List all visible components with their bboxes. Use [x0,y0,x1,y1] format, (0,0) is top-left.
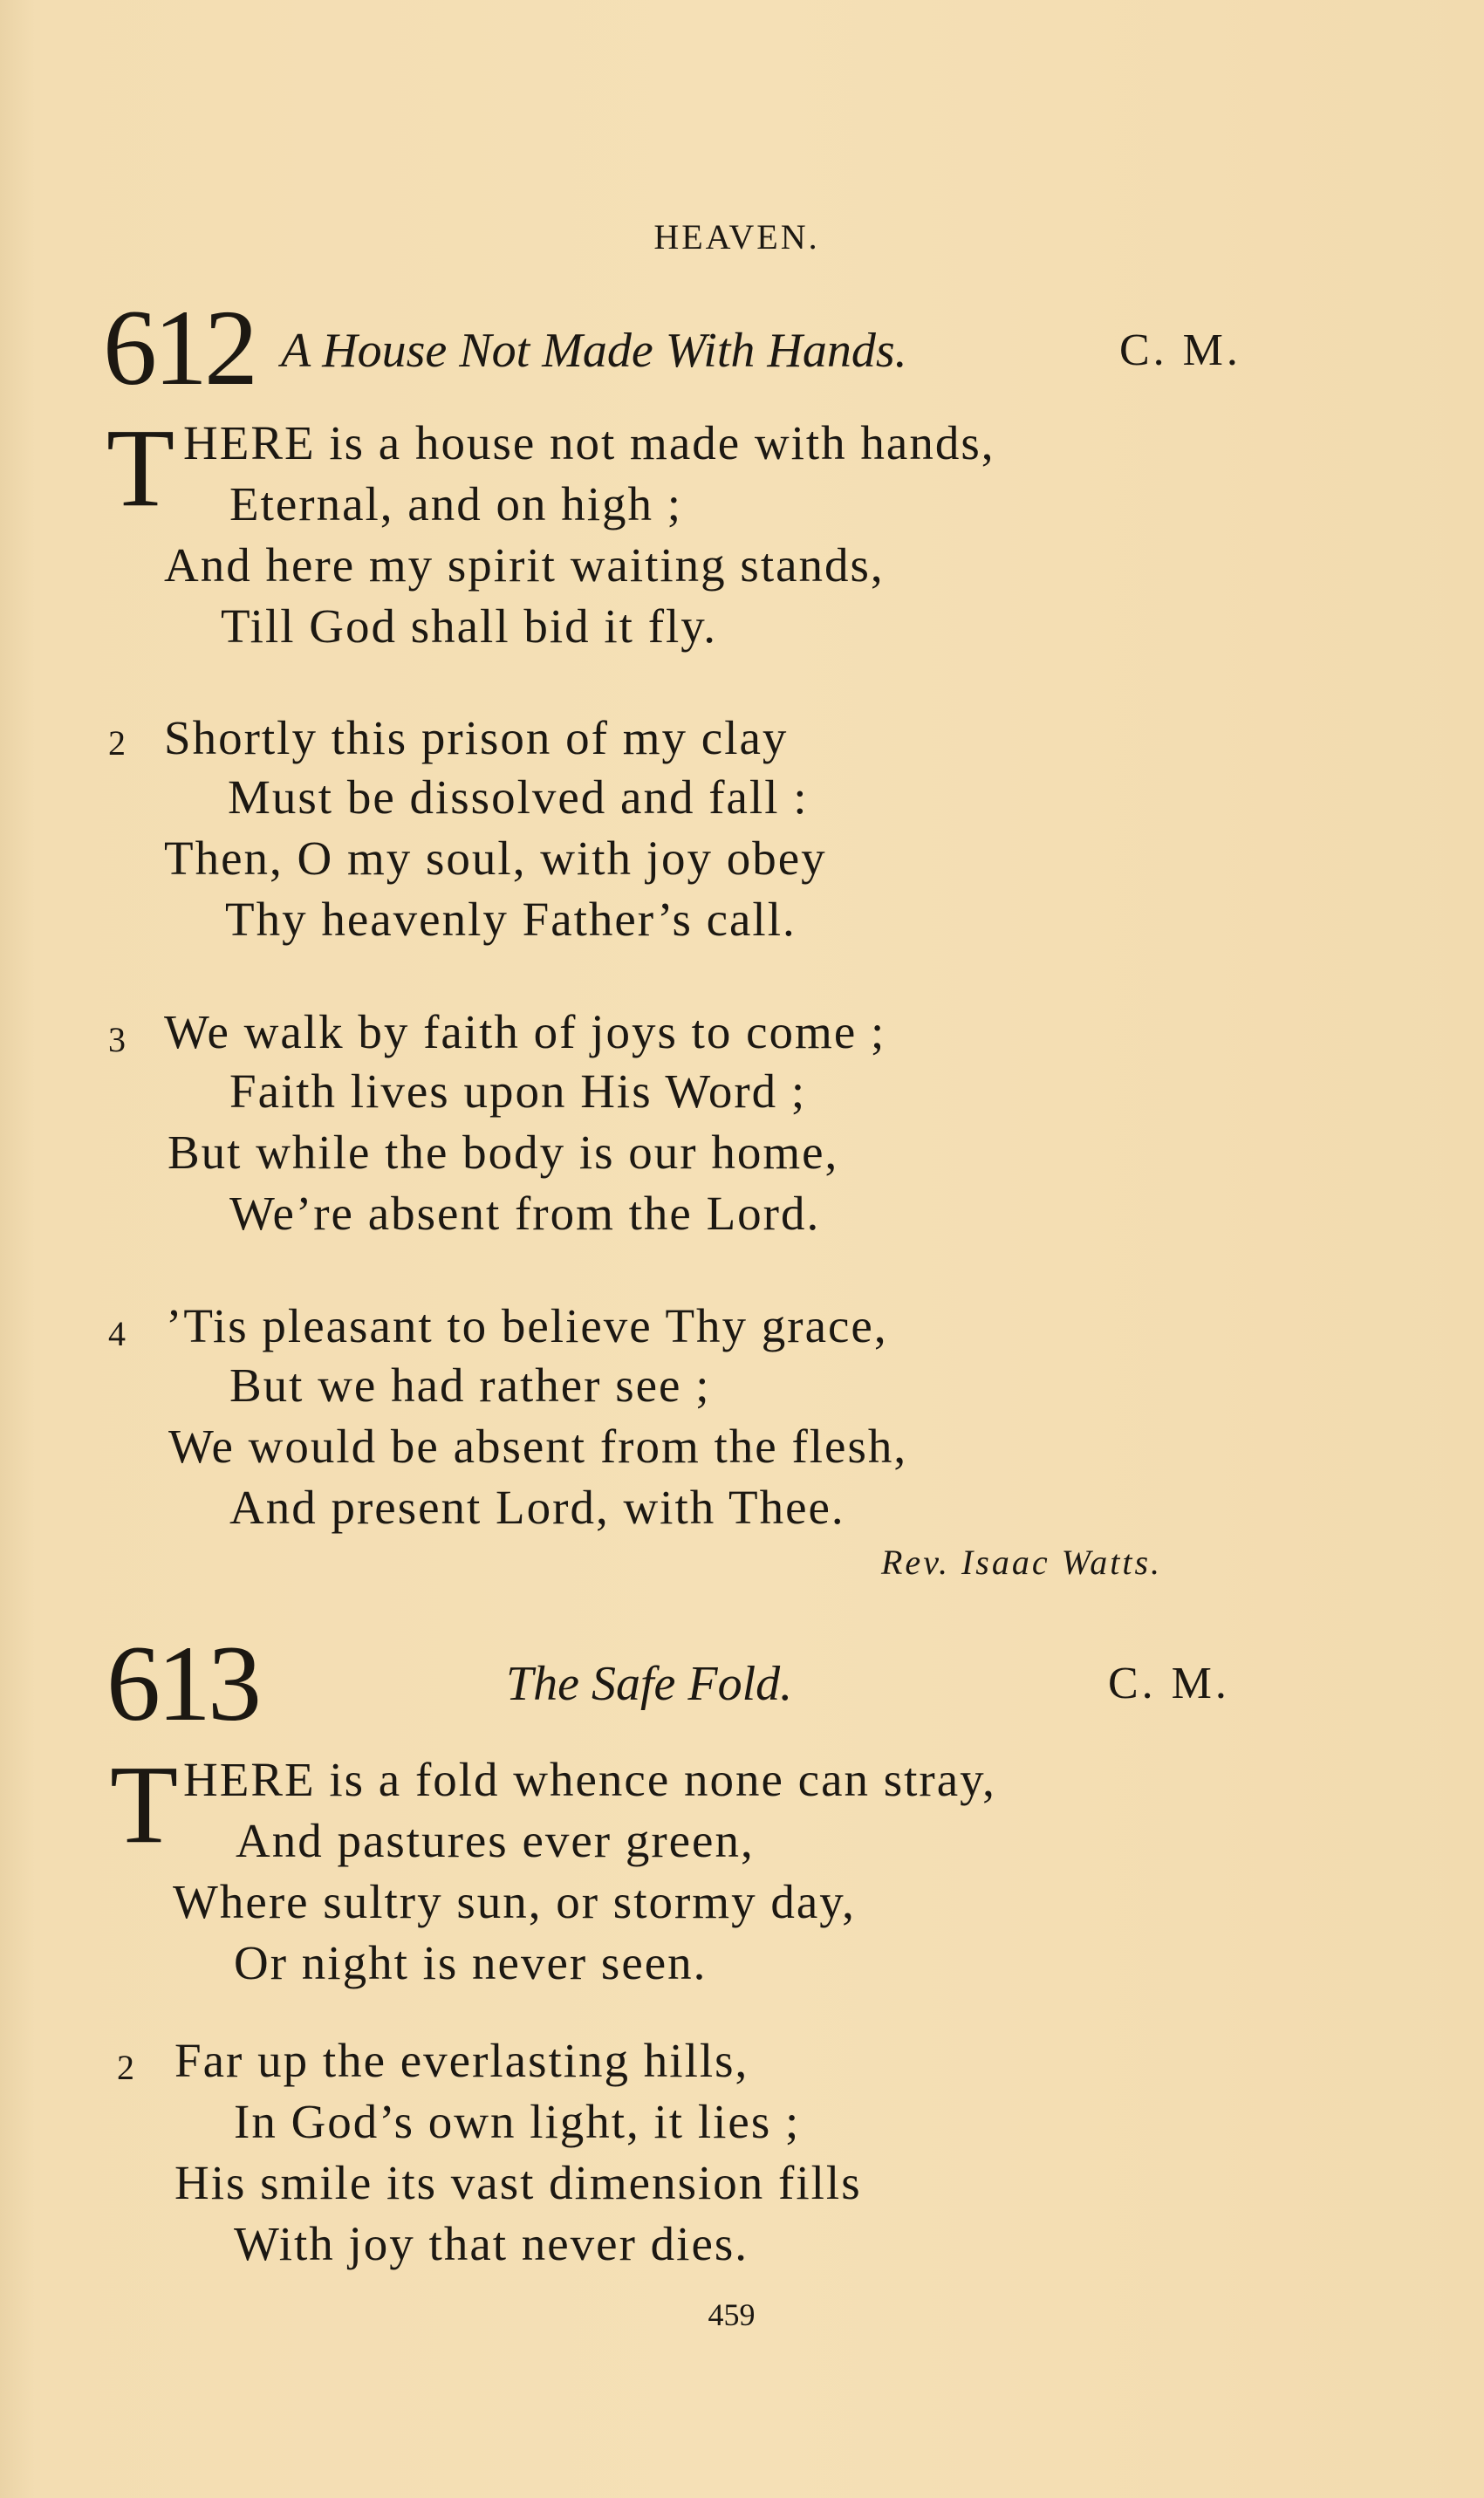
hymn-title: A House Not Made With Hands. [281,324,907,378]
verse-line: Must be dissolved and fall : [228,770,809,824]
verse-line: Then, O my soul, with joy obey [164,832,827,885]
verse-line: But we had rather see ; [229,1359,711,1412]
page-header: HEAVEN. [653,217,820,257]
verse-line: And present Lord, with Thee. [229,1481,845,1534]
verse-line: HERE is a house not made with hands, [183,416,995,469]
verse-number: 2 [108,723,126,763]
verse-line: But while the body is our home, [168,1126,839,1179]
verse-line: ’Tis pleasant to believe Thy grace, [166,1299,888,1352]
verse-line: Or night is never seen. [234,1936,708,1989]
drop-cap: T [106,406,175,530]
verse-line: Till God shall bid it fly. [221,599,717,653]
verse-number: 4 [108,1314,126,1353]
hymn-title: The Safe Fold. [506,1657,793,1711]
hymn-author: Rev. Isaac Watts. [881,1543,1163,1582]
verse-line: And pastures ever green, [236,1814,755,1867]
verse-line: We would be absent from the flesh, [168,1420,908,1473]
verse-line: Eternal, and on high ; [229,477,683,530]
hymn-meter: C. M. [1108,1659,1230,1708]
page-number: 459 [708,2297,756,2332]
verse-line: And here my spirit waiting stands, [164,538,885,592]
verse-line: Faith lives upon His Word ; [229,1064,807,1118]
verse-line: HERE is a fold whence none can stray, [183,1753,996,1806]
hymn-number: 613 [106,1624,258,1743]
hymn-number: 612 [103,288,255,407]
verse-line: Thy heavenly Father’s call. [225,893,797,946]
verse-number: 3 [108,1020,126,1059]
drop-cap: T [110,1742,179,1866]
verse-line: We walk by faith of joys to come ; [164,1005,886,1058]
verse-line: Where sultry sun, or stormy day, [173,1875,856,1928]
hymn-meter: C. M. [1119,325,1241,375]
verse-number: 2 [117,2048,134,2087]
verse-line: Shortly this prison of my clay [164,711,789,764]
verse-line: We’re absent from the Lord. [229,1187,821,1240]
verse-line: In God’s own light, it lies ; [234,2095,801,2148]
verse-line: With joy that never dies. [234,2217,749,2270]
verse-line: His smile its vast dimension fills [174,2156,862,2209]
verse-line: Far up the everlasting hills, [174,2034,749,2087]
